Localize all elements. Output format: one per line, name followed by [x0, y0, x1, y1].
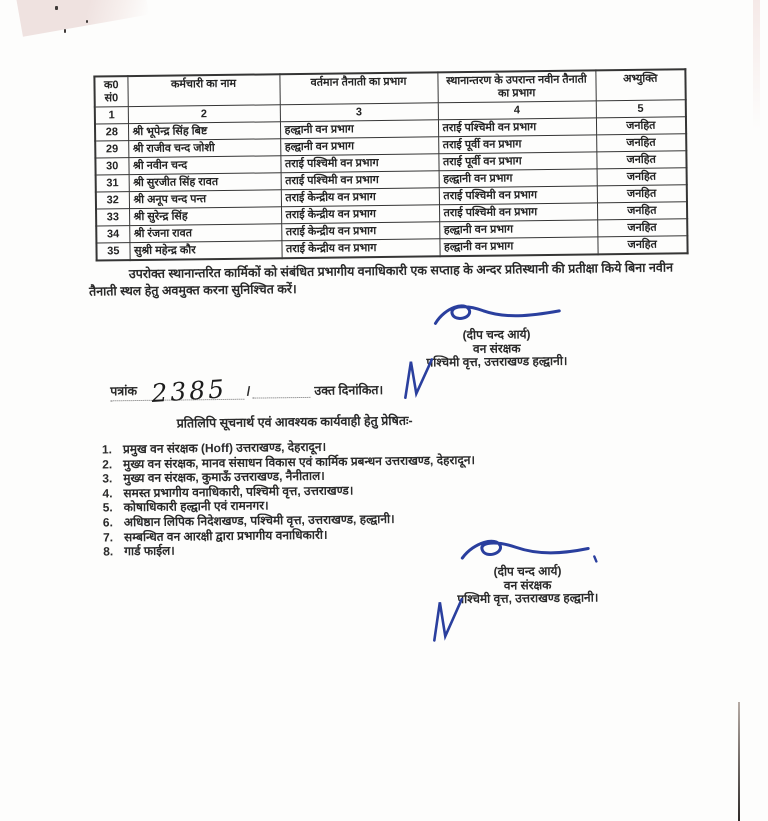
list-item-number: 3.: [102, 471, 113, 486]
cell-serial: 30: [95, 158, 128, 175]
dotted-blank: [252, 387, 310, 399]
cell-remark: जनहित: [596, 134, 686, 152]
column-number: 3: [280, 103, 438, 122]
cell-new-division: तराई पश्चिमी वन प्रभाग: [439, 186, 597, 205]
header-new-division: स्थानान्तरण के उपरान्त नवीन तैनाती का प्रभाग: [437, 70, 595, 103]
cell-current-division: तराई केन्द्रीय वन प्रभाग: [281, 222, 439, 241]
list-item-text: अधिष्ठान लिपिक निदेशखण्ड, पश्चिमी वृत्त, उत्तराखण्ड, हल्द्वानी।: [123, 511, 395, 530]
list-item-text: गार्ड फाईल।: [124, 543, 175, 559]
list-item-text: मुख्य वन संरक्षक, मानव संसाधन विकास एवं कार्मिक प्रबन्धन उत्तराखण्ड, देहरादून।: [123, 452, 476, 471]
signatory-name: (दीप चन्द आर्य): [493, 563, 562, 579]
signatory-office: पश्चिमी वृत्त, उत्तराखण्ड हल्द्वानी।: [426, 353, 568, 370]
cell-name: श्री सुरजीत सिंह रावत: [129, 173, 281, 192]
signatory-designation: वन संरक्षक: [472, 340, 521, 356]
cell-current-division: तराई पश्चिमी वन प्रभाग: [280, 154, 438, 173]
signature-ink-squiggle: [421, 298, 571, 332]
letter-number-suffix: उक्त दिनांकित।: [314, 383, 384, 398]
list-item-number: 4.: [102, 486, 113, 501]
cell-serial: 32: [96, 192, 129, 209]
list-item-number: 5.: [102, 500, 113, 515]
letter-number-segment: [110, 374, 245, 408]
cell-remark: जनहित: [597, 202, 687, 220]
cell-remark: जनहित: [597, 236, 687, 255]
cell-remark: जनहित: [597, 168, 687, 186]
list-item-text: कोषाधिकारी हल्द्वानी एवं रामनगर।: [123, 498, 269, 515]
list-item-text: समस्त प्रभागीय वनाधिकारी, पश्चिमी वृत्त, उत्तराखण्ड।: [123, 483, 354, 500]
cell-name: श्री राजीव चन्द जोशी: [128, 139, 280, 158]
list-item-number: 1.: [101, 442, 113, 457]
list-item-number: 6.: [102, 515, 113, 530]
list-item-number: 2.: [102, 456, 113, 472]
cell-name: श्री नवीन चन्द: [128, 156, 280, 175]
cell-serial: 31: [96, 175, 129, 192]
list-item-text: प्रमुख वन संरक्षक (Hoff) उत्तराखण्ड, देहरादून।: [122, 439, 327, 457]
transfer-table: [93, 68, 688, 262]
signature-block-bottom: [402, 534, 653, 608]
header-current-division: वर्तमान तैनाती का प्रभाग: [279, 72, 437, 105]
cell-name: सुश्री महेन्द्र कौर: [129, 241, 281, 260]
cell-serial: 33: [96, 209, 129, 226]
cell-serial: 29: [95, 141, 128, 158]
cell-new-division: तराई पूर्वी वन प्रभाग: [438, 152, 596, 171]
header-serial: क0 सं0: [94, 76, 127, 107]
signatory-office: पश्चिमी वृत्त, उत्तराखण्ड हल्द्वानी।: [457, 590, 599, 607]
header-employee-name: कर्मचारी का नाम: [127, 74, 279, 107]
cell-current-division: तराई पश्चिमी वन प्रभाग: [281, 171, 439, 190]
cell-name: श्री रंजना रावत: [129, 224, 281, 243]
cell-new-division: तराई पश्चिमी वन प्रभाग: [439, 203, 597, 222]
cell-current-division: हल्द्वानी वन प्रभाग: [280, 137, 438, 156]
cell-current-division: तराई केन्द्रीय वन प्रभाग: [281, 239, 439, 258]
letter-number-separator: /: [246, 383, 251, 399]
letter-number-label: पत्रांक: [110, 384, 138, 399]
cell-remark: जनहित: [597, 219, 687, 237]
cell-new-division: हल्द्वानी वन प्रभाग: [439, 237, 597, 256]
column-number: 4: [438, 101, 596, 120]
signatory-name: (दीप चन्द आर्य): [462, 327, 531, 343]
column-number: 5: [596, 100, 686, 118]
cell-remark: जनहित: [596, 151, 686, 169]
column-number: 2: [128, 105, 280, 124]
signature-flourish-stroke: [429, 596, 466, 642]
list-item-number: 8.: [103, 544, 114, 559]
signatory-designation: वन संरक्षक: [503, 577, 552, 593]
handwritten-letter-number: 2385: [150, 374, 228, 408]
list-item-number: 7.: [102, 529, 114, 545]
cell-name: श्री अनूप चन्द पन्त: [129, 190, 281, 209]
cell-current-division: हल्द्वानी वन प्रभाग: [280, 120, 438, 139]
cell-new-division: तराई पश्चिमी वन प्रभाग: [438, 118, 596, 137]
cell-new-division: तराई पूर्वी वन प्रभाग: [438, 135, 596, 154]
cell-name: श्री सुरेन्द्र सिंह: [129, 207, 281, 226]
cell-serial: 35: [96, 243, 129, 261]
cell-new-division: हल्द्वानी वन प्रभाग: [439, 220, 597, 239]
cell-current-division: तराई केन्द्रीय वन प्रभाग: [281, 188, 439, 207]
cell-new-division: हल्द्वानी वन प्रभाग: [439, 169, 597, 188]
list-item-text: सम्बन्धित वन आरक्षी द्वारा प्रभागीय वनाधिकारी।: [123, 527, 328, 544]
cell-name: श्री भूपेन्द्र सिंह बिष्ट: [128, 122, 280, 141]
cell-serial: 34: [96, 226, 129, 243]
cell-remark: जनहित: [597, 185, 687, 203]
cell-remark: जनहित: [596, 117, 686, 135]
signature-flourish-stroke: [400, 355, 437, 399]
signature-block-top: [371, 297, 622, 371]
signature-ink-squiggle: [452, 534, 602, 568]
list-item-text: मुख्य वन संरक्षक, कुमाऊँ उत्तराखण्ड, नैनीताल।: [123, 468, 325, 486]
instruction-paragraph: उपरोक्त स्थानान्तरित कार्मिकों को संबंधित प्रभागीय वनाधिकारी एक सप्ताह के अन्दर प्रतिस्थानी की प्रतीक्षा किये बिना नवीन तैनाती स्थल हेतु अवमुक्त करना सुनिश्चित करें।: [88, 260, 674, 299]
letter-number-line: [110, 374, 384, 408]
cell-current-division: तराई केन्द्रीय वन प्रभाग: [281, 205, 439, 224]
header-remarks: अभ्युक्ति: [595, 69, 685, 101]
column-number: 1: [95, 107, 128, 124]
copies-heading: प्रतिलिपि सूचनार्थ एवं आवश्यक कार्यवाही हेतु प्रेषितः-: [176, 413, 413, 431]
cell-serial: 28: [95, 124, 128, 141]
